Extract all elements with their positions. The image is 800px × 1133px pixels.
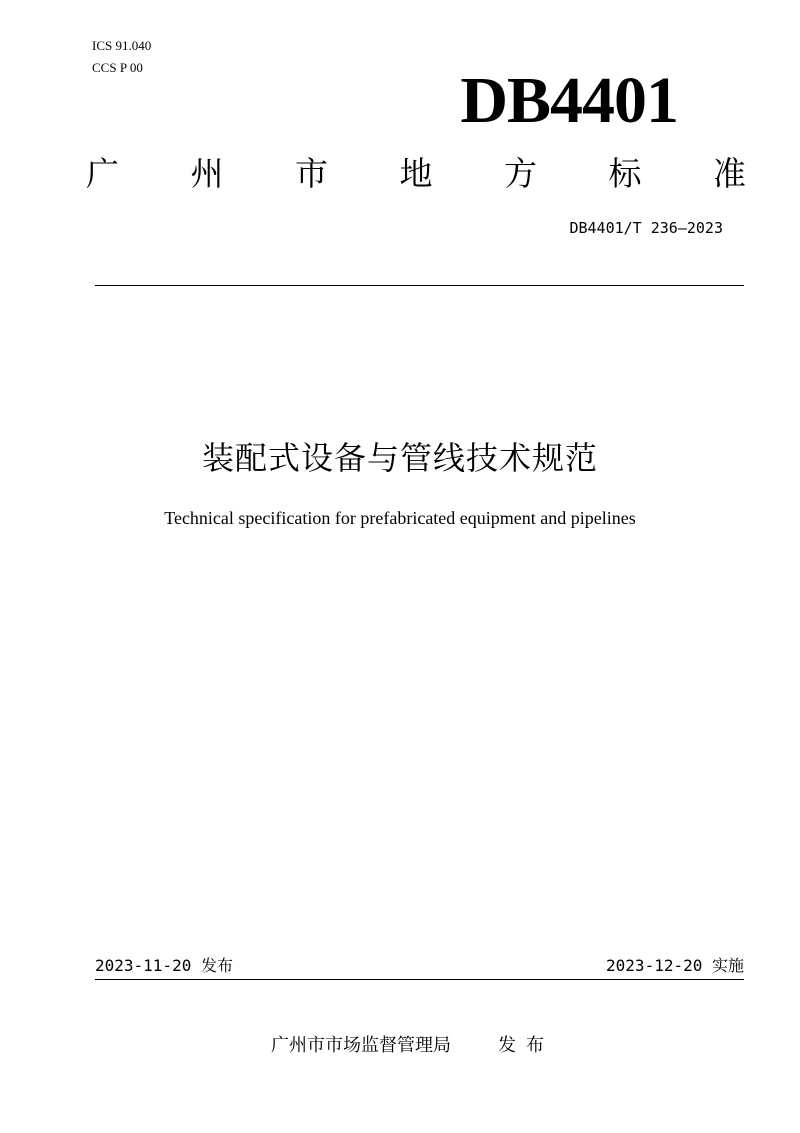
issuing-authority: 广州市市场监督管理局 — [271, 1035, 451, 1056]
ccs-code: CCS P 00 — [92, 60, 143, 75]
standard-number: DB4401/T 236—2023 — [569, 219, 723, 237]
ics-code: ICS 91.040 — [92, 38, 152, 53]
document-title-english: Technical specification for prefabricated equipment and pipelines — [164, 508, 636, 528]
standard-type-heading — [86, 154, 746, 194]
bottom-divider — [95, 979, 744, 980]
standard-type-char: 地 — [399, 154, 433, 193]
standard-type-char: 准 — [713, 154, 746, 193]
document-title-chinese: 装配式设备与管线技术规范 — [201, 439, 598, 477]
implement-date: 2023-12-20 实施 — [606, 956, 744, 975]
issue-label: 发布 — [498, 1035, 554, 1056]
standard-logo: DB4401 — [460, 64, 678, 137]
standard-type-char: 市 — [295, 154, 328, 193]
publish-date: 2023-11-20 发布 — [95, 956, 233, 975]
standard-type-char: 广 — [86, 154, 119, 193]
top-divider — [95, 285, 744, 286]
standard-type-char: 方 — [504, 154, 537, 193]
standard-type-char: 州 — [190, 154, 224, 193]
standard-type-char: 标 — [608, 154, 642, 193]
